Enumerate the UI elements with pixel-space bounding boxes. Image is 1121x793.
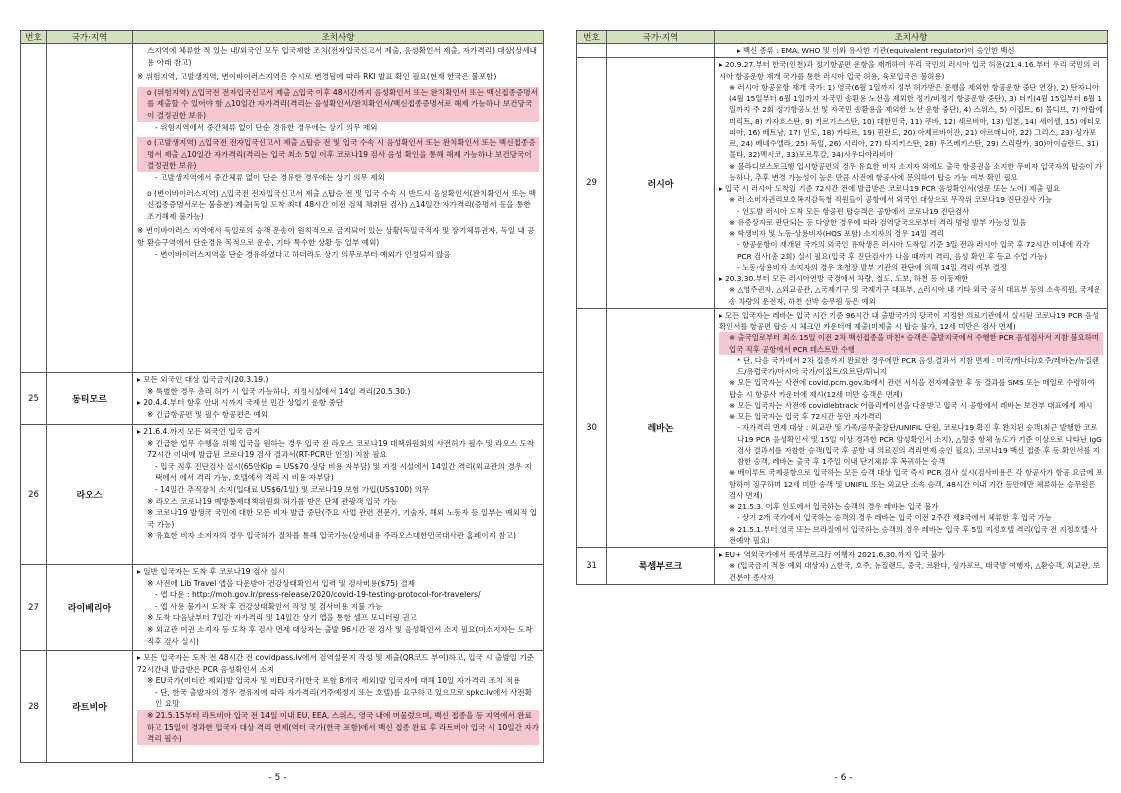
row-number: 25 xyxy=(21,373,47,425)
table-header xyxy=(21,31,544,44)
country-row-26 xyxy=(21,425,544,565)
measure-line: - 입국 직후 진단검사 실시(65만Kip = US$70 상당 비용 자부담) 및 지정 시설에서 14일간 격리(외교관의 경우 지택에서 에서 격리 가능, 호텔에서 격리 시 비용 자부담) xyxy=(155,461,532,483)
country-row-28 xyxy=(21,651,544,763)
row-number: 31 xyxy=(577,548,607,585)
country-name: 룩셈부르크 xyxy=(607,548,715,585)
page-number: - 5 - xyxy=(268,773,287,783)
header-measure: 조치사항 xyxy=(715,31,1108,44)
measure-line: - 항공운항이 재개된 국가의 외국인 유학생은 러시아 도착일 기준 3일 전과 러시아 입국 후 72시간 이내에 각각 PCR 검사(총 2회) 실시 필요(입국 후 진단검사가 나올 때까지 격리, 음성 확인 후 등교 수업 가능) xyxy=(737,240,1090,261)
country-row-30 xyxy=(577,308,1108,547)
measure-line-highlight: ※ 21.5.15부터 라트비아 입국 전 14일 이내 EU, EEA, 스위스, 영국 내에 머물렀으며, 백신 접종을 등 지역에서 완료하고 15일이 경과한 입국자 대상 격리 면제(역터 국가(한국 포함)에서 백신 접종 완료 후 라트비아 입국 시 10일간 자가격리 필수) xyxy=(137,710,539,745)
country-name: 라이베리아 xyxy=(47,565,133,651)
measure-line: ※ EU국가(비티칸 제외)발 입국자 및 비EU국가(한국 포함 8개국 제외)발 입국자에 대해 10일 자가격리 조치 적용 xyxy=(147,676,521,686)
measure-line: ▸ 백신 종류 : EMA, WHO 및 이와 유사한 기관(equivalent regulator)이 승인한 백신 xyxy=(737,46,1015,55)
row-number: 28 xyxy=(21,651,47,763)
measure-line: ▸ 20.9.27.부터 한국(인천)과 정기항공편 운항을 재개하여 우리 국민의 러시아 입국 허용(21.4.16.부터 우리 국민의 러시아 항공운항 재개 국가를 통한 러시아 입국 허용, 육로입국은 불허용) xyxy=(719,60,1100,81)
measure-line: ▸ 20.3.30.부터 모든 러시아연방 국경에서 차량, 철도, 도보, 하천 등 이동제한 xyxy=(719,274,969,283)
measure-cell xyxy=(715,548,1108,585)
country-name: 동티모르 xyxy=(47,373,133,425)
measure-line: ※ 긴급한 업무 수행을 위해 입국을 원하는 경우 입국 전 라오스 코로나19 대책위원회의 사전허가 필수 및 라오스 도착 72시간 이내에 발급된 코로나19 검사 결과서(RT-PCR만 인정) 지참 필요 xyxy=(147,438,535,460)
measure-cell xyxy=(715,308,1108,547)
measure-line: ▸ 20.4.4.부터 항후 안내 시까지 국제선 민간 상업기 운항 중단 xyxy=(137,398,344,408)
measure-line: ▸ 모든 입국자는 레바논 입국 시간 기준 96시간 내 출발국가의 당국이 지정한 의료기관에서 실시된 코로나19 PCR 음성확인서를 항공편 탑승 시 체크인 카운터에 제출(미제출 시 탑승 불가, 12세 미만은 검사 면제) xyxy=(719,310,1100,331)
country-row-27 xyxy=(21,565,544,651)
measure-line: ▸ EU+ 역외국가에서 룩셈부르크行 여행자 2021.6.30.까지 입국 불가 xyxy=(719,550,945,559)
right-measures-table xyxy=(576,30,1108,585)
measure-line: ※ 변이바이러스 지역에서 독일로의 승객 운송이 원칙적으로 금지되어 있는 상황(독일국적자 및 장기체류권자, 독일 내 공항 환승구역에서 단순경유 목적으로 운송, 기타 특수한 상황 등 일부 예외) xyxy=(137,226,535,247)
header-country: 국가·지역 xyxy=(607,31,715,44)
measure-line-highlight: ※ 출국일로부터 최소 15일 이전 2차 백신접종을 마친* 승객은 출발지국에서 수행한 PCR 음성검사서 지참 불요하며 입국 직후 공항에서 PCR 테스트만 수행 xyxy=(719,332,1103,355)
measure-line: - 상기 2개 국가에서 입국하는 승객의 경우 레바논 입국 이전 2주간 제3국에서 체류한 후 입국 가능 xyxy=(737,513,1052,523)
measure-line: ※ 학생비자 및 노동·상용비자(HQS 포함) 소지자의 경우 14일 격리 xyxy=(729,229,944,238)
country-row-29 xyxy=(577,58,1108,309)
country-row-25 xyxy=(21,373,544,425)
measure-cell xyxy=(133,44,544,373)
measure-line: - 앱 다운 : http://moh.gov.lr/press-release/2020/covid-19-testing-protocol-for-travelers/ xyxy=(155,590,481,600)
table-row-continued xyxy=(577,44,1108,58)
measure-line: ※ 위험지역, 고발생지역, 변이바이러스지역은 수시로 변경됨에 따라 RKI 발표 확인 필요(현재 한국은 불포함) xyxy=(137,72,497,82)
measure-line: ※ 모든 입국자는 사전에 covidlebtrack 어플리케이션을 다운받고 입국 시 공항에서 레바논 보건부 대표에게 제시 xyxy=(729,400,1093,410)
measure-line: ※ 러시아 항공운항 재개 국가: 1) 영국(6월 1일까지 정부 허가받은 운행을 제외한 항공운항 중단 연장), 2) 탄자니아(4월 15일부터 6월 1일까지 자국민 송환용 노선을 제외한 정기/비정기 항공운항 중단), 3) 터키(4월 15일부터 6월 1일까지 주 2회 정기항공노선 및 자국민 송환용을 제외한 노선 운항 중단), 4) 스위스, 5) 이집트, 6) 몰디브, 7) 아랍에미리트, 8) 카자흐스탄, 9) 키르기스스탄, 10) 대한민국, 11) 쿠바, 12) 세르비아, 13) 일본, 14) 세이셸, 15) 에티오피아, 16) 베트남, 17) 인도, 18) 카타르, 19) 핀란드, 20) 아제르바이잔, 21) 아르메니아, 22) 그리스, 23) 싱가포르, 24) 베네수엘라, 25) 독일, 26) 시리아, 27) 타지키스탄, 28) 우즈베키스탄, 29) 스리랑카, 30)아이슬란드, 31)몰타, 32)멕시코, 33)포르투갈, 34)사우디아라비아 xyxy=(729,82,1103,160)
row-number: 30 xyxy=(577,308,607,547)
measure-line-highlight: o (고발생지역) △입국전 전자입국신고서 제출 △탑승 전 및 입국 수속 시 음성확인서 또는 완치확인서 또는 백신접종증명서 제출 △10일간 자가격리(격리는 입국 최소 5일 이후 코로나19 검사 음성 확인을 통해 해제 가능하나 보건당국이 결정권한 보유) xyxy=(137,137,539,172)
measure-line: - 앱 사용 불가시 도착 후 건강상태확인서 작성 및 검사비용 지불 가능 xyxy=(155,601,383,611)
measure-line: ※ △영주권자, △외교공관, △국제기구 및 국제기구 대표부, △러시아 내 기타 외국 공식 대표부 등의 소속직원, 국제운송 차량의 운전자, 하천 선박 승무원 등은 예외 xyxy=(729,285,1101,306)
measure-line: ▸ 모든 외국인 대상 입국금지(20.3.19.) xyxy=(137,375,269,384)
measure-line: ▸ 모든 입국자는 도착 전 48시간 전 covidpass.lv에서 검역설문지 작성 및 제출(QR코드 부여)하고, 입국 시 출발일 기준 72시간내 발급받은 PCR 음성확인서 소지 xyxy=(137,653,535,674)
measure-line: ※ 코로나19 발생국 국민에 대한 모든 비자 발급 중단(주요 사업 관련 전문가, 기술자, 해외 노동자 등 일부는 예외적 입국 가능) xyxy=(147,508,538,529)
table-row-continued xyxy=(21,44,544,373)
measure-line: ※ 라오스 코로나19 예방통제대책위원회 허가를 받은 단체 관광객 입국 가능 xyxy=(147,496,398,506)
measure-line: ※ 외교관 여권 소지자 등 도착 후 검사 면제 대상자는 출발 96시간 전 검사 및 음성확인서 소지 필요(미소지자는 도착 직후 검사 실시) xyxy=(147,624,533,646)
row-number: 26 xyxy=(21,425,47,565)
measure-line: ※ 21.5.1.부터 영국 또는 브라질에서 입국하는 승객의 경우 레바논 입국 후 5일 지정호텔 격리(입국 전 지정호텔 사전예약 필요) xyxy=(729,524,1098,545)
country-name: 라오스 xyxy=(47,425,133,565)
header-no: 번호 xyxy=(577,31,607,44)
measure-line: ※ 도착 다음날부터 7일간 자가격리 및 14일간 상기 앱을 통한 셀프 모니터링 권고 xyxy=(147,613,417,623)
country-cell-empty xyxy=(47,44,133,373)
country-row-31 xyxy=(577,548,1108,585)
header-country: 국가·지역 xyxy=(47,31,133,44)
country-name: 러시아 xyxy=(607,58,715,309)
measure-line: ▸ 입국 시 러시아 도착일 기준 72시간 전에 발급받은 코로나19 PCR 음성확인서(영문 또는 노어) 제출 필요 xyxy=(719,184,1060,193)
country-name: 레바논 xyxy=(607,308,715,547)
measure-line: ※ 특별한 경우 총리 허가 시 입국 가능하나, 지정시설에서 14일 격리(20.5.30.) xyxy=(147,386,411,396)
measure-line: - 인도발 러시아 도착 모든 항공편 탑승객은 공항에서 코로나19 진단검사 xyxy=(737,206,970,216)
measure-cell xyxy=(715,44,1108,58)
right-page xyxy=(566,0,1121,793)
measure-line: ※ 모든 입국자는 사전에 covid.pcm.gov.lb에서 관련 서식을 전자제출한 후 동 결과를 SMS 또는 메일로 수령하여 탑승 시 항공사 카운터에 제시(12세 미만 승객은 면제) xyxy=(729,378,1095,399)
table-header xyxy=(577,31,1108,44)
left-measures-table xyxy=(20,30,544,763)
measure-line: - 단, 한국 출발자의 경우 경유지에 따라 자가격리(거주예정지 또는 호텔)를 요구하고 있으므로 spkc.lv에서 사전확인 요망 xyxy=(155,687,532,709)
no-cell-empty xyxy=(21,44,47,373)
country-name: 라트비아 xyxy=(47,651,133,763)
measure-line: ※ 러 소비자권리보호복지감독청 직원들이 공항에서 외국인 대상으로 무작위 코로나19 진단검사 가능 xyxy=(729,195,1053,205)
measure-line: - 노동·상용비자 소지자의 경우 초청장 발부 기관의 판단에 의해 14일 격리 여부 결정 xyxy=(737,262,1007,272)
measure-line: ※ 유효한 비자 소지자의 경우 입국허가 절차를 통해 입국가능(상세내용 주라오스대한민국대사관 홈페이지 참고) xyxy=(147,531,516,541)
page-number: - 6 - xyxy=(834,773,853,783)
measure-line-highlight: o (위험지역) △입국전 전자입국신고서 제출 △입국 이후 48시간까지 음성확인서 또는 완치확인서 또는 백신접종증명서를 제출할 수 있어야 함 △10일간 자가격리(격리는 음성확인서/완치확인서/백신접종증명서로 해제 가능하나 보건당국이 결정권한 보유) xyxy=(137,87,539,122)
measure-cell xyxy=(715,58,1108,309)
measure-line: ※ (입국금지 적용 예외 대상자) △한국, 호주, 뉴질랜드, 중국, 르완다, 싱가포르, 태국발 여행자, △환승객, 외교관, 보건분야 종사자 xyxy=(729,561,1100,582)
measure-line: ※ 베이루트 국제공항으로 입국하는 모든 승객 대상 입국 즉시 PCR 검사 실시(검사비용은 각 항공사가 항공 요금에 포함하여 징구하며 12세 미만 승객 및 UNIFIL 또는 외교단 소속 승객, 48시간 이내 기간 동안에만 체류하는 승무원은 검사 면제) xyxy=(729,468,1103,500)
measure-line: ※ 사전에 Lib Travel 앱을 다운받아 건강상태확인서 입력 및 검사비용($75) 결제 xyxy=(147,578,416,588)
measure-line: ※ 유증상자로 판단되는 등 다양한 경우에 따라 검역당국으로부터 격리 명령 발부 가능성 있음 xyxy=(729,217,1027,227)
measure-cell xyxy=(133,373,544,425)
no-cell-empty xyxy=(577,44,607,58)
measure-line: - 위험지역에서 중간체류 없이 단순 경유한 경우에는 상기 의무 제외 xyxy=(155,122,378,132)
measure-line: * 단, 다음 국가에서 2차 접종까지 완료한 경우에만 PCR 음성 결과서 지참 면제 : 미국/캐나다/호주/레바논/뉴질랜드/유럽국가/아시아 국가/이집트/요르단/튀니지 xyxy=(737,355,1100,376)
measure-cell xyxy=(133,565,544,651)
measure-line: ※ 긴급항공편 및 필수 항공편은 예외 xyxy=(147,409,269,419)
measure-line: ▸ 21.6.4.까지 모든 외국인 입국 금지 xyxy=(137,427,261,436)
header-no: 번호 xyxy=(21,31,47,44)
row-number: 29 xyxy=(577,58,607,309)
row-number: 27 xyxy=(21,565,47,651)
left-page xyxy=(0,0,555,793)
measure-line: ※ 블라디보스토크행 입시항공편의 경우 유효한 비자 소지자 외에도 출국 항공권을 소지한 무비자 입국자의 탑승이 가능하나, 추후 변경 가능성이 높은 만큼 사전에 항공사에 문의하여 탑승 가능 여부 확인 필요 xyxy=(729,161,1103,182)
measure-line: - 변이바이러스지역을 단순 경유하였다고 하더라도 상기 의무로부터 예외가 인정되지 않음 xyxy=(155,249,451,259)
measure-line: - 자가격리 면제 대상 : 외교관 및 가족/공무출장단/UNIFIL 단원, 코로나19 확진 후 완치된 승객(최근 발행한 코로나19 PCR 음성확인서 및 15일 이상 경과한 PCR 양성확인서 소지), △혈중 항체 농도가 기준 이상으로 나타난 IgG 검사 결과서를 지참한 승객(입국 후 공항 내 의료진의 격리면제 승인 필요), 코로나19 백신 접종 후 동 확인서를 지참한 승객, 레바논 출국 후 1주일 이내 단기체류 후 복귀하는 승객 xyxy=(737,423,1102,466)
measure-line: ▸ 일반 입국자는 도착 후 코로나19 검사 실시 xyxy=(137,567,285,576)
measure-line: ※ 21.5.3. 이후 인도에서 입국하는 승객의 경우 레바논 입국 불가 xyxy=(729,502,939,511)
measure-cell xyxy=(133,651,544,763)
measure-line: ※ 모든 입국자는 입국 후 72시간 동안 자가격리 xyxy=(729,412,882,421)
measure-line: - 고발생지역에서 중간체류 없이 단순 경유한 경우에는 상기 의무 제외 xyxy=(155,172,385,182)
measure-line: 스지역에 체류한 적 있는 내/외국인 모두 입국제한 조치(전자입국신고서 제출, 음성확인서 제출, 자가격리) 대상(상세내용 아래 참고) xyxy=(147,46,538,67)
country-cell-empty xyxy=(607,44,715,58)
measure-line: o (변이바이러스지역) △입국전 전자입국신고서 제출 △탑승 전 및 입국 수속 시 반드시 음성확인서(완치확인서 또는 백신접종증명서로는 불충분) 제출(독일 도착 최대 48시간 이전 검체 채취된 검사) △14일간 자가격리(증명서 등을 통한 조기해제 불가능) xyxy=(147,188,537,221)
measure-cell xyxy=(133,425,544,565)
measure-line: - 14일간 추적장치 소지(입대료 US$6/1일) 및 코로나19 보험 가입(US$100) 의무 xyxy=(155,484,430,494)
header-measure: 조치사항 xyxy=(133,31,544,44)
